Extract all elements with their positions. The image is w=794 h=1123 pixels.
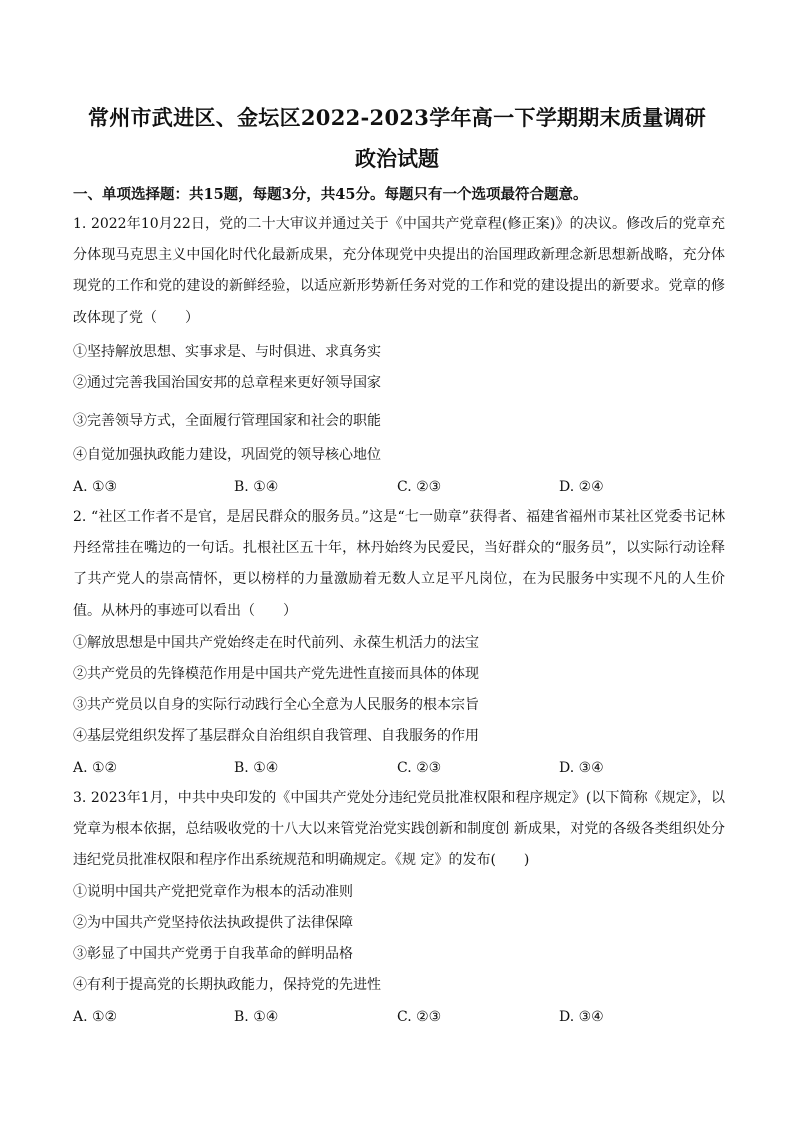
question-1-statement-2: ②通过完善我国治国安邦的总章程来更好领导国家 [73, 375, 381, 391]
section-heading: 一、单项选择题：共15题，每题3分，共45分。每题只有一个选项最符合题意。 [73, 186, 588, 203]
exam-title: 常州市武进区、金坛区2022-2023学年高一下学期期末质量调研 [87, 105, 707, 130]
question-1-choice-b[interactable]: B. ①④ [234, 479, 279, 495]
question-1-choices [73, 476, 725, 498]
question-3-choice-b[interactable]: B. ①④ [234, 1009, 279, 1025]
question-2-choice-d[interactable]: D. ③④ [559, 760, 604, 776]
question-2-stem: 2. “社区工作者不是官，是居民群众的服务员。”这是“七一勋章”获得者、福建省福州市某社区党委书记林丹经常挂在嘴边的一句话。扎根社区五十年，林丹始终为民爱民，当好群众的“服务员”，以实际行动诠释了共产党人的崇高情怀，更以榜样的力量激励着无数人立足平凡岗位，在为民服务中实现不凡的人生价值。从林丹的事迹可以看出（ ） [73, 509, 725, 619]
question-1-statement-4: ④自觉加强执政能力建设，巩固党的领导核心地位 [73, 447, 381, 463]
question-1-choice-d[interactable]: D. ②④ [559, 479, 604, 495]
question-3-statement-3: ③彰显了中国共产党勇于自我革命的鲜明品格 [73, 946, 353, 962]
question-2-statement-4: ④基层党组织发挥了基层群众自治组织自我管理、自我服务的作用 [73, 728, 479, 744]
question-1-statement-1: ①坚持解放思想、实事求是、与时俱进、求真务实 [73, 344, 381, 360]
question-2-choice-c[interactable]: C. ②③ [397, 760, 442, 776]
question-3-choice-d[interactable]: D. ③④ [559, 1009, 604, 1025]
question-1-choice-c[interactable]: C. ②③ [397, 479, 442, 495]
question-3-statement-1: ①说明中国共产党把党章作为根本的活动准则 [73, 884, 353, 900]
question-3-choice-c[interactable]: C. ②③ [397, 1009, 442, 1025]
question-2-choices [73, 757, 725, 779]
question-2-choice-b[interactable]: B. ①④ [234, 760, 279, 776]
question-3-choices [73, 1006, 725, 1028]
question-1-choice-a[interactable]: A. ①③ [73, 479, 118, 495]
question-2-choice-a[interactable]: A. ①② [73, 760, 118, 776]
question-3-statement-2: ②为中国共产党坚持依法执政提供了法律保障 [73, 915, 353, 931]
question-3-statement-4: ④有利于提高党的长期执政能力，保持党的先进性 [73, 977, 381, 993]
question-3-choice-a[interactable]: A. ①② [73, 1009, 118, 1025]
question-3-stem: 3. 2023年1月，中共中央印发的《中国共产党处分违纪党员批准权限和程序规定》(以下简称《规定》，以党章为根本依据，总结吸收党的十八大以来管党治党实践创新和制度创 新成果，对党的各级各类组织处分违纪党员批准权限和程序作出系统规范和明确规定。《规 定》的发布( ) [73, 790, 725, 869]
question-2-statement-2: ②共产党员的先锋模范作用是中国共产党先进性直接而具体的体现 [73, 666, 479, 682]
question-1-stem: 1. 2022年10月22日，党的二十大审议并通过关于《中国共产党章程(修正案)》的决议。修改后的党章充分体现马克思主义中国化时代化最新成果，充分体现党中央提出的治国理政新理念新思想新战略，充分体现党的工作和党的建设的新鲜经验，以适应新形势新任务对党的工作和党的建设提出的新要求。党章的修改体现了党（ ） [73, 216, 725, 326]
question-2-statement-1: ①解放思想是中国共产党始终走在时代前列、永葆生机活力的法宝 [73, 635, 479, 651]
question-2-statement-3: ③共产党员以自身的实际行动践行全心全意为人民服务的根本宗旨 [73, 697, 479, 713]
exam-subject: 政治试题 [355, 146, 439, 171]
question-1-statement-3: ③完善领导方式，全面履行管理国家和社会的职能 [73, 413, 381, 429]
